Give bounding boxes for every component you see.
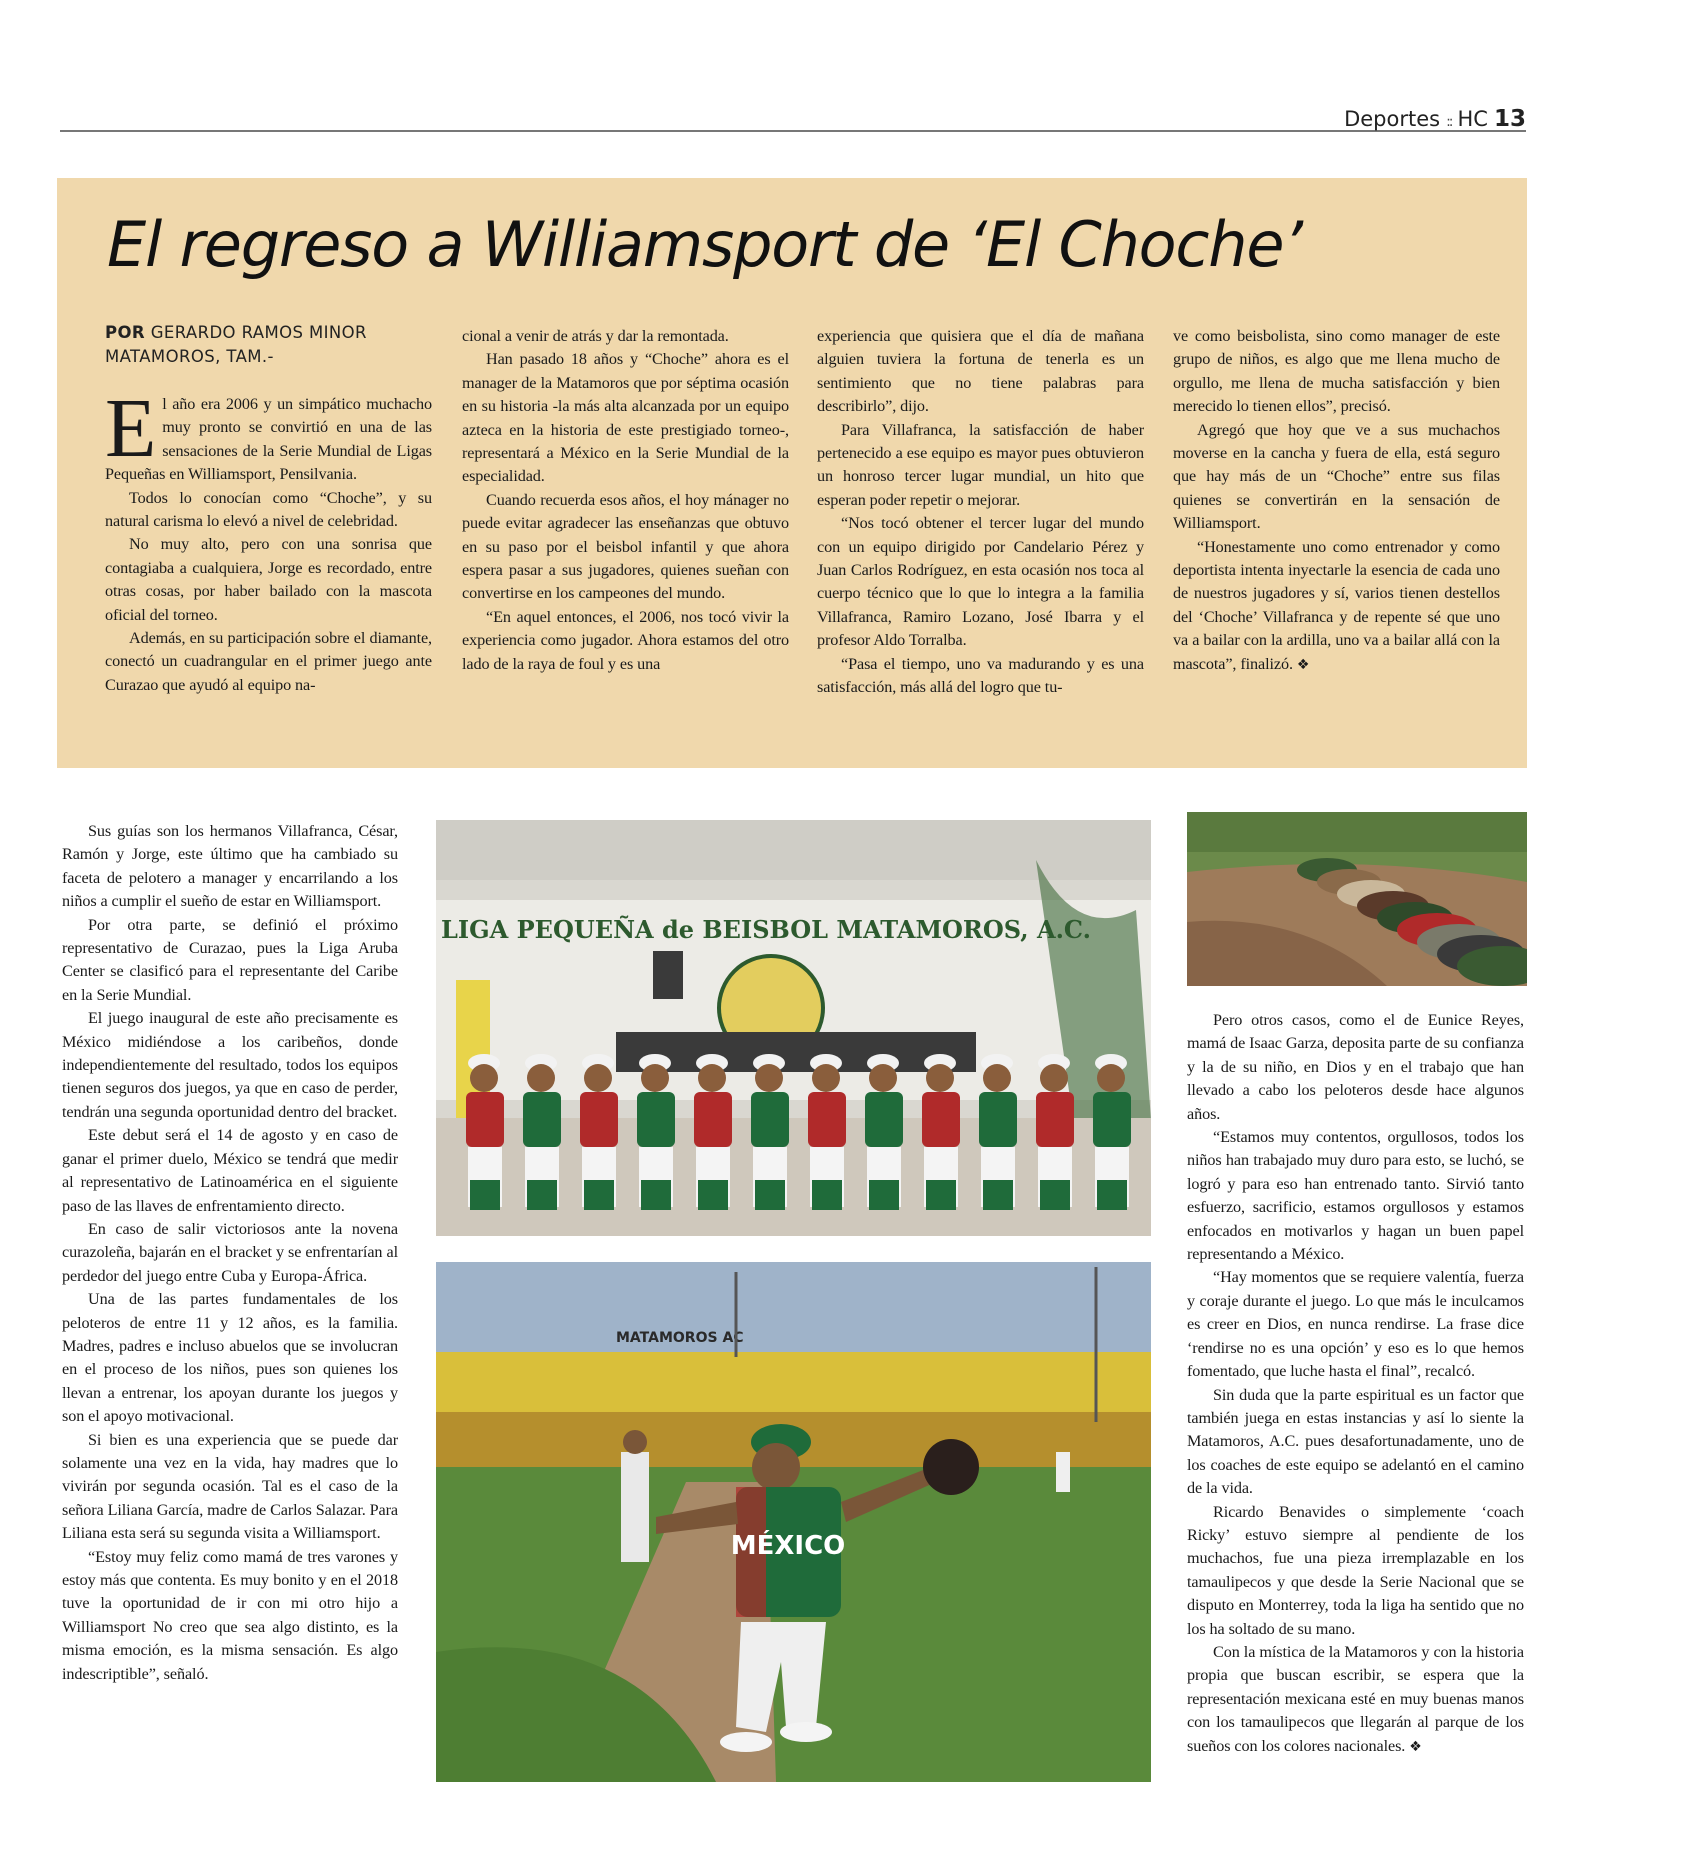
stadium-sign: MATAMOROS AC <box>616 1330 744 1346</box>
article-headline: El regreso a Williamsport de ‘El Choche’ <box>107 208 1302 281</box>
byline-author: GERARDO RAMOS MINOR <box>150 323 367 342</box>
paragraph: Además, en su participación sobre el diamante, conectó un cuadrangular en el primer juego ante Curazao que ayudó al equipo na- <box>105 629 432 694</box>
paragraph: Cuando recuerda esos años, el hoy mánager no puede evitar agradecer las enseñanzas que obtuvo en su paso por el beisbol infantil y que ahora espera pasar a sus jugadores, quienes sueñan con convertirse en los campeones del mundo. <box>462 490 789 603</box>
paragraph: “En aquel entonces, el 2006, nos tocó vivir la experiencia como jugador. Ahora estamos del otro lado de la raya de foul y es una <box>462 607 789 673</box>
framed-picture <box>653 951 683 999</box>
brand-name: HC <box>1457 107 1488 131</box>
paragraph: Agregó que hoy que ve a sus muchachos moverse en la cancha y fuera de ella, está seguro que hay más de un “Choche” entre sus filas quienes se convertirán en la sensación de Williamsport. <box>1173 420 1500 533</box>
paragraph: experiencia que quisiera que el día de mañana alguien tuviera la fortuna de tenerla es un sentimiento que no tiene palabras para describirlo”, dijo. <box>817 327 1144 416</box>
paragraph: “Pasa el tiempo, uno va madurando y es una satisfacción, más allá del logro que tu- <box>817 654 1144 697</box>
paragraph: Este debut será el 14 de agosto y en caso de ganar el primer duelo, México se tendrá que medir al representativo de Latinoamérica en el siguiente paso de las llaves de enfrentamiento directo. <box>62 1126 398 1215</box>
drop-cap: E <box>105 382 157 475</box>
paragraph: Si bien es una experiencia que se puede dar solamente una vez en la vida, hay madres que lo vivirán por segunda ocasión. Tal es el caso de la señora Liliana García, madre de Carlos Salazar. Para Liliana esta será su segunda visita a Williamsport. <box>62 1430 398 1543</box>
paragraph: Una de las partes fundamentales de los peloteros de entre 11 y 12 años, es la familia. Madres, padres e incluso abuelos que se involucran en el proceso de los niños, pues son quienes los llevan a entrenar, los apoyan durante los juegos y son el apoyo motivacional. <box>62 1290 398 1426</box>
paragraph: No muy alto, pero con una sonrisa que contagiaba a cualquiera, Jorge es recordado, entre otras cosas, por haber bailado con la mascota oficial del torneo. <box>105 535 432 624</box>
paragraph: Para Villafranca, la satisfacción de haber pertenecido a ese equipo es mayor pues obtuvieron un honroso tercer lugar mundial, un hito que esperan poder repetir o mejorar. <box>817 420 1144 509</box>
jersey-text: MÉXICO <box>730 1531 846 1561</box>
paragraph: En caso de salir victoriosos ante la novena curazoleña, bajarán en el bracket y se enfrentarían al perdedor del juego entre Cuba y Europa-África. <box>62 1219 398 1285</box>
page-header <box>60 104 1526 132</box>
paragraph: “Nos tocó obtener el tercer lugar del mundo con un equipo dirigido por Candelario Pérez y Juan Carlos Rodríguez, en esta ocasión nos toca al cuerpo técnico que lo que lo integra a la familia Villafranca, Ramiro Lozano, José Ibarra y el profesor Aldo Torralba. <box>817 514 1144 650</box>
page-number: 13 <box>1493 106 1526 132</box>
paragraph: “Hay momentos que se requiere valentía, fuerza y coraje durante el juego. Lo que más le inculcamos es creer en Dios, en nunca rendirse. La frase dice ‘rendirse no es una opción’ y eso es lo que hemos fomentado, que luche hasta el final”, recalcó. <box>1187 1268 1524 1381</box>
paragraph: Todos lo conocían como “Choche”, y su natural carisma lo elevó a nivel de celebridad. <box>105 488 432 531</box>
paragraph: Con la mística de la Matamoros y con la historia propia que buscan escribir, se espera que la representación mexicana esté en muy buenas manos con los tamaulipecos que llegarán al parque de los sueños con los colores nacionales. ❖ <box>1187 1642 1524 1755</box>
paragraph: El año era 2006 y un simpático muchacho muy pronto se convirtió en una de las sensaciones de la Serie Mundial de Ligas Pequeñas en Williamsport, Pensilvania. <box>105 382 432 484</box>
paragraph: cional a venir de atrás y dar la remontada. <box>462 327 729 345</box>
separator-icon: :: <box>1446 114 1452 130</box>
article-column-3 <box>817 325 1144 700</box>
paragraph: Pero otros casos, como el de Eunice Reyes, mamá de Isaac Garza, deposita parte de su confianza y la de su niño, en Dios y en el trabajo que han llevado a cabo los peloteros desde hace algunos años. <box>1187 1011 1524 1123</box>
paragraph: Por otra parte, se definió el próximo representativo de Curazao, pues la Liga Aruba Center se clasificó para el representante del Caribe en la Serie Mundial. <box>62 915 398 1004</box>
equipment-bags-photo <box>1187 812 1527 986</box>
feature-article-box <box>57 178 1527 768</box>
end-mark-icon: ❖ <box>1409 1738 1422 1755</box>
byline-location: MATAMOROS, TAM.- <box>105 347 274 366</box>
paragraph: “Estoy muy feliz como mamá de tres varones y estoy más que contenta. Es muy bonito y en el 2018 tuve la oportunidad de ir con mi otro hijo a Williamsport No creo que sea algo distinto, es la misma emoción, es la misma sensación. Es algo indescriptible”, señaló. <box>62 1547 398 1683</box>
team-banner: LIGA PEQUEÑA de BEISBOL MATAMOROS, A.C. <box>441 915 1091 944</box>
paragraph: Sus guías son los hermanos Villafranca, César, Ramón y Jorge, este último que ha cambiado su faceta de pelotero a manager y encarrilando a los niños a cumplir el sueño de estar en Williamsport. <box>62 822 398 911</box>
article-column-2 <box>462 325 789 676</box>
section-label <box>1344 106 1526 132</box>
article-column-4 <box>1173 325 1500 677</box>
side-story-right-column <box>1187 1009 1524 1759</box>
paragraph: Han pasado 18 años y “Choche” ahora es el manager de la Matamoros que por séptima ocasión en su historia -la más alta alcanzada por un equipo azteca en la historia de este prestigiado torneo-, representará a México en la Serie Mundial de la especialidad. <box>462 350 789 486</box>
paragraph: Sin duda que la parte espiritual es un factor que también juega en estas instancias y así lo siente la Matamoros, A.C. pues desafortunadamente, uno de los coaches de este equipo se adelantó en el camino de la vida. <box>1187 1385 1524 1498</box>
paragraph: “Estamos muy contentos, orgullosos, todos los niños han trabajado muy duro para esto, se luchó, se logró y para eso han entrenado tanto. Sirvió tanto esfuerzo, sacrificio, estamos orgullosos y estamos enfocados en motivarlos y hagan un buen papel representando a México. <box>1187 1128 1524 1264</box>
byline-prefix: POR <box>105 323 146 342</box>
paragraph: El juego inaugural de este año precisamente es México midiéndose a los caribeños, donde independientemente del resultado, todos los equipos tienen seguros dos juegos, ya que en caso de perder, tendrán una segunda oportunidad dentro del bracket. <box>62 1009 398 1121</box>
paragraph: “Honestamente uno como entrenador y como deportista intenta inyectarle la esencia de cada uno de nuestros jugadores y sí, varios tienen destellos del ‘Choche’ Villafranca y de repente sé que uno va a bailar con la ardilla, uno va a bailar allá con la mascota”, finalizó. ❖ <box>1173 537 1500 673</box>
player-throwing-photo <box>436 1262 1151 1782</box>
byline <box>105 321 432 369</box>
side-story-left-column <box>62 820 398 1686</box>
paragraph: ve como beisbolista, sino como manager de este grupo de niños, es algo que me llena mucho de orgullo, me llena de mucha satisfacción y bien merecido lo tienen ellos”, precisó. <box>1173 327 1500 416</box>
team-photo <box>436 820 1151 1236</box>
section-name: Deportes <box>1344 107 1441 131</box>
end-mark-icon: ❖ <box>1296 656 1310 673</box>
article-column-1 <box>105 321 432 697</box>
paragraph: Ricardo Benavides o simplemente ‘coach Ricky’ estuvo siempre al pendiente de los muchachos, fue una pieza irremplazable en los tamaulipecos y que desde la Serie Nacional que se disputo en Monterrey, toda la liga ha sentido que no los ha soltado de su mano. <box>1187 1502 1524 1638</box>
